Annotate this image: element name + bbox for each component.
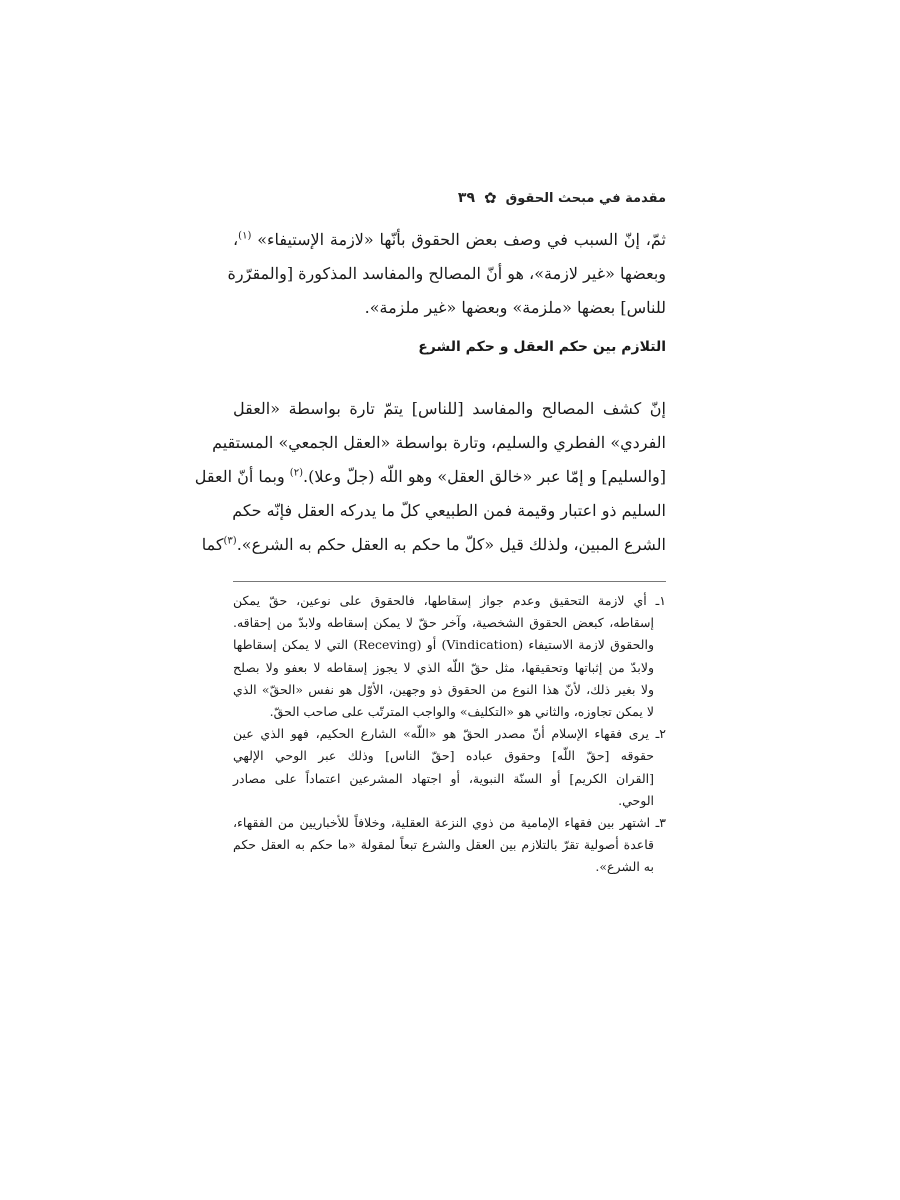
footnote-line: ولا بغير ذلك، لأنّ هذا النوع من الحقوق ذو وجهين، الأوّل هو نفس «الحقّ» الذي: [233, 681, 654, 697]
footnote-line: ولابدّ من إثباتها وتحقيقها، مثل حقّ اللّه الذي لا يجوز إسقاطه لا بعفو ولا بصلح: [233, 659, 654, 675]
footnote-line: حقوقه [حقّ اللّه] وحقوق عباده [حقّ الناس] وذلك عبر الوحي الإلهي: [233, 748, 654, 764]
footnote-1: [233, 590, 666, 723]
paragraph-reason-and-law: [194, 392, 666, 562]
text-line: إنّ كشف المصالح والمفاسد [للناس] يتمّ تارة بواسطة «العقل: [233, 399, 666, 418]
footnote-line: إسقاطه، كبعض الحقوق الشخصية، وآخر حقّ لا يمكن إسقاطه ولابدّ من إحقاقه.: [233, 615, 654, 631]
paragraph-rights-obligation: [227, 223, 666, 325]
book-page: [194, 0, 666, 1200]
footnote-line: به الشرع».: [595, 859, 654, 875]
footnotes: [233, 590, 666, 879]
footnote-divider: [233, 581, 666, 582]
text-line: للناس] بعضها «ملزمة» وبعضها «غير ملزمة».: [364, 298, 666, 317]
text-line: [والسليم] و إمّا عبر «خالق العقل» وهو اللّه (جلّ وعلا).$^{(٢)}$ وبما أنّ العقل: [194, 467, 666, 486]
page-number: ٣٩: [457, 190, 475, 206]
section-heading: التلازم بين حكم العقل و حكم الشرع: [418, 339, 666, 355]
running-header: [458, 187, 666, 209]
footnote-line: ٣ـ اشتهر بين فقهاء الإمامية من ذوي النزعة العقلية، وخلافاً للأخباريين من الفقهاء،: [233, 815, 666, 831]
footnote-line: والحقوق لازمة الاستيفاء (Vindication) أو (Receving) التي لا يمكن إسقاطها: [233, 637, 655, 653]
running-title: مقدمة في مبحث الحقوق: [505, 190, 666, 206]
footnote-ref-2[interactable]: (٢): [289, 467, 303, 479]
flower-ornament-icon: ✿: [484, 188, 497, 207]
footnote-ref-1[interactable]: (١): [238, 230, 252, 242]
footnote-line: ٢ـ يرى فقهاء الإسلام أنّ مصدر الحقّ هو «اللّه» الشارع الحكيم، فهو الذي عين: [233, 726, 666, 742]
footnote-line: الوحي.: [618, 792, 654, 808]
footnote-line: ١ـ أي لازمة التحقيق وعدم جواز إسقاطها، فالحقوق على نوعين، حقّ يمكن: [233, 593, 666, 608]
footnote-2: [233, 723, 666, 812]
footnote-line: [القران الكريم] أو السنّة النبوية، أو اجتهاد المشرعين اعتماداً على مصادر: [233, 770, 654, 786]
text-line: وبعضها «غير لازمة»، هو أنّ المصالح والمفاسد المذكورة [والمقرّرة: [227, 264, 666, 283]
footnote-3: [233, 812, 666, 879]
text-line: ثمّ، إنّ السبب في وصف بعض الحقوق بأنّها «لازمة الإستيفاء» $^{(١)}$،: [233, 230, 666, 249]
text-line: السليم ذو اعتبار وقيمة فمن الطبيعي كلّ ما يدركه العقل فإنّه حكم: [232, 501, 666, 520]
text-line: الفردي» الفطري والسليم، وتارة بواسطة «العقل الجمعي» المستقيم: [212, 433, 666, 452]
footnote-line: لا يمكن تجاوزه، والثاني هو «التكليف» والواجب المترتّب على صاحب الحقّ.: [269, 704, 654, 720]
text-line: الشرع المبين، ولذلك قيل «كلّ ما حكم به العقل حكم به الشرع».$^{(٣)}$كما: [201, 535, 666, 554]
footnote-line: قاعدة أصولية تقرّ بالتلازم بين العقل والشرع تبعاً لمقولة «ما حكم به العقل حكم: [233, 837, 654, 853]
footnote-ref-3[interactable]: (٣): [223, 535, 237, 547]
